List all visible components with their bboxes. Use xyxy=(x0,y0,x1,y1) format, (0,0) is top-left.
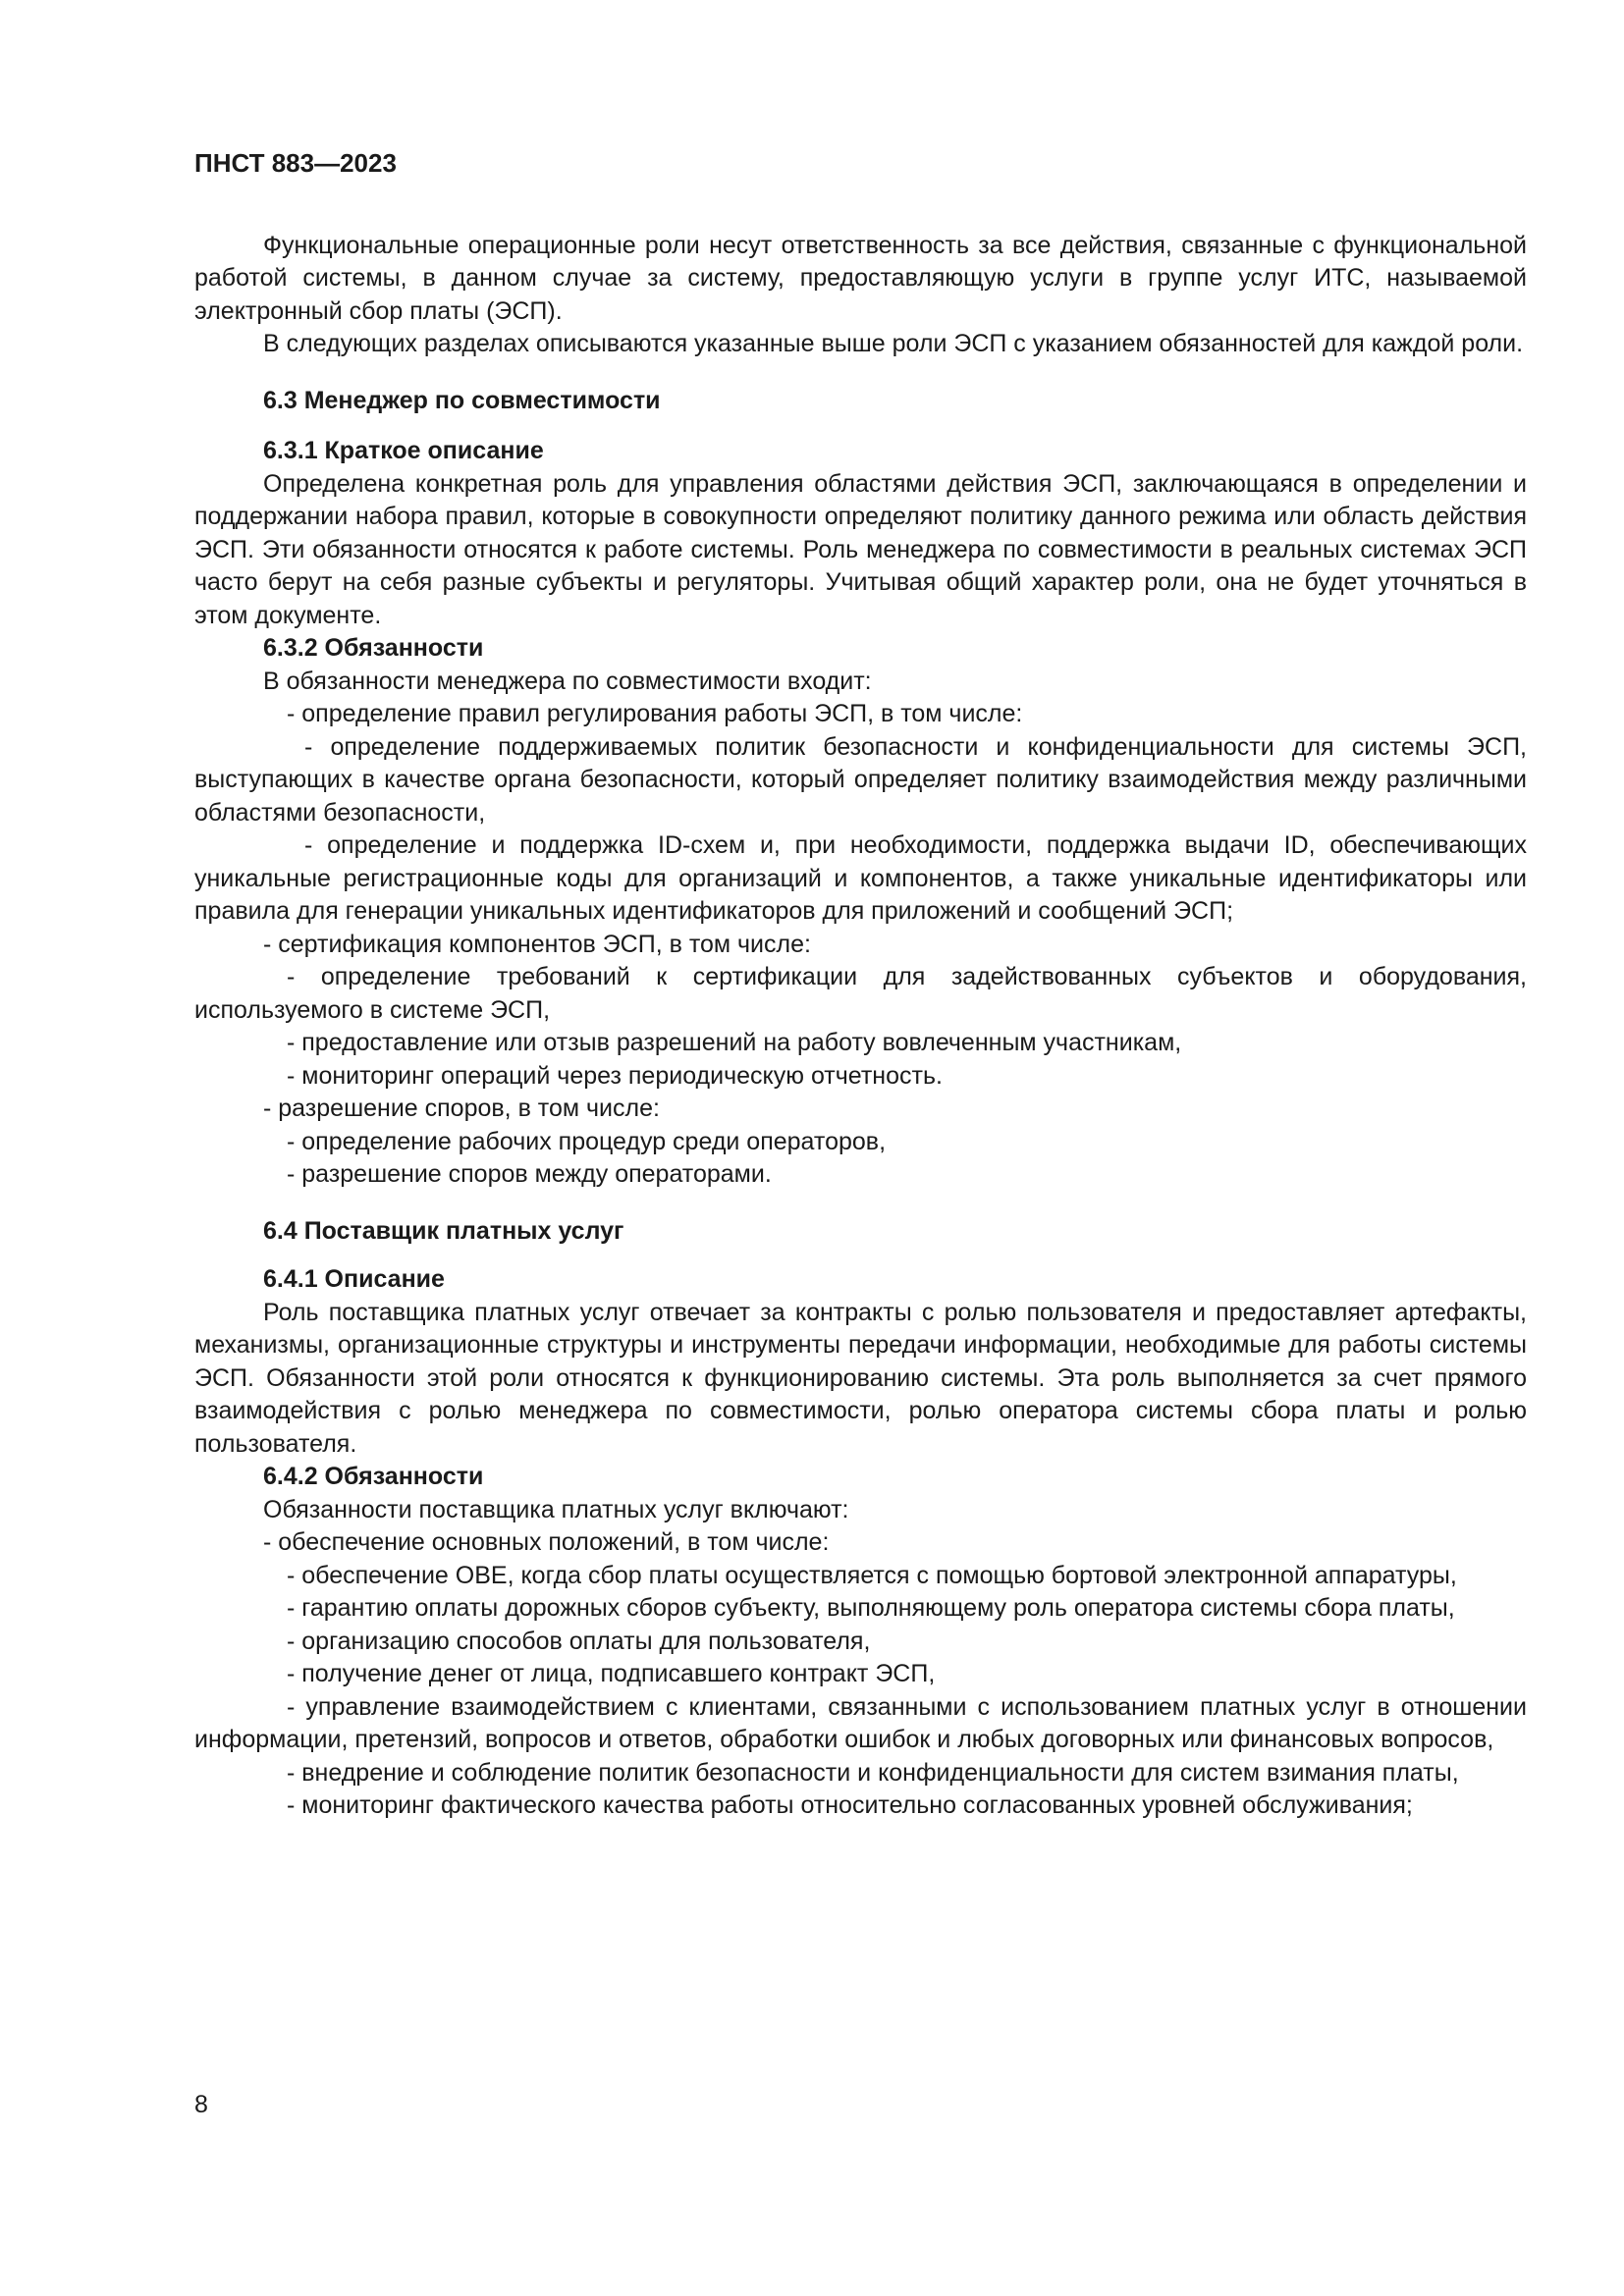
list-subitem: - предоставление или отзыв разрешений на работу вовлеченным участникам, xyxy=(287,1029,1182,1056)
subsection-heading-6-3-1: 6.3.1 Краткое описание xyxy=(263,437,544,464)
list-subitem: - обеспечение OBE, когда сбор платы осуществляется с помощью бортовой электронной аппаратуры, xyxy=(287,1561,1457,1589)
subsection-heading-6-4-1: 6.4.1 Описание xyxy=(263,1265,445,1293)
subsection-heading-6-4-2: 6.4.2 Обязанности xyxy=(263,1463,484,1490)
section-heading-6-4: 6.4 Поставщик платных услуг xyxy=(263,1216,624,1245)
list-subitem: - определение рабочих процедур среди операторов, xyxy=(287,1127,887,1155)
list-subitem: - гарантию оплаты дорожных сборов субъекту, выполняющему роль оператора системы сбора платы, xyxy=(287,1594,1455,1622)
list-item: - обеспечение основных положений, в том числе: xyxy=(263,1528,830,1556)
list-subitem: - определение и поддержка ID-схем и, при необходимости, поддержка выдачи ID, обеспечивающих уникальные регистрационные коды для организаций и компонентов, а также уникальные идентификаторы или правила для генерации уникальных идентификаторов для приложений и сообщений ЭСП; xyxy=(194,831,1527,925)
document-code: ПНСТ 883—2023 xyxy=(194,148,397,178)
list-subitem: - определение поддерживаемых политик безопасности и конфиденциальности для системы ЭСП, выступающих в качестве органа безопасности, который определяет политику взаимодействия между различными областями безопасности, xyxy=(194,732,1527,827)
list-subitem: - получение денег от лица, подписавшего контракт ЭСП, xyxy=(287,1660,936,1687)
subsection-heading-6-3-2: 6.3.2 Обязанности xyxy=(263,634,484,662)
paragraph: Функциональные операционные роли несут ответственность за все действия, связанные с функциональной работой системы, в данном случае за систему, предоставляющую услуги в группе услуг ИТС, называемой электронный сбор платы (ЭСП). xyxy=(194,231,1527,325)
list-subitem: - мониторинг операций через периодическую отчетность. xyxy=(287,1061,943,1090)
section-heading-6-3: 6.3 Менеджер по совместимости xyxy=(263,386,661,414)
paragraph: Роль поставщика платных услуг отвечает за контракты с ролью пользователя и предоставляет артефакты, механизмы, организационные структуры и инструменты передачи информации, необходимые для работы системы ЭСП. Обязанности этой роли относятся к функционированию системы. Эта роль выполняется за счет прямого взаимодействия с ролью менеджера по совместимости, ролью оператора системы сбора платы и ролью пользователя. xyxy=(194,1298,1527,1458)
paragraph: Обязанности поставщика платных услуг включают: xyxy=(263,1495,849,1523)
list-subitem: - внедрение и соблюдение политик безопасности и конфиденциальности для систем взимания платы, xyxy=(287,1758,1459,1787)
list-subitem: - определение требований к сертификации для задействованных субъектов и оборудования, используемого в системе ЭСП, xyxy=(194,963,1527,1024)
document-page xyxy=(194,147,1527,1823)
paragraph: В следующих разделах описываются указанные выше роли ЭСП с указанием обязанностей для каждой роли. xyxy=(263,330,1524,357)
paragraph: Определена конкретная роль для управления областями действия ЭСП, заключающаяся в определении и поддержании набора правил, которые в совокупности определяют политику данного режима или область действия ЭСП. Эти обязанности относятся к работе системы. Роль менеджера по совместимости в реальных системах ЭСП часто берут на себя разные субъекты и регуляторы. Учитывая общий характер роли, она не будет уточняться в этом документе. xyxy=(194,469,1527,629)
list-item: - сертификация компонентов ЭСП, в том числе: xyxy=(263,930,811,958)
list-subitem: - управление взаимодействием с клиентами, связанными с использованием платных услуг в отношении информации, претензий, вопросов и ответов, обработки ошибок и любых договорных или финансовых вопросов, xyxy=(194,1692,1527,1753)
page-number: 8 xyxy=(194,2091,208,2118)
list-item: - определение правил регулирования работы ЭСП, в том числе: xyxy=(287,700,1023,727)
list-subitem: - разрешение споров между операторами. xyxy=(287,1160,772,1188)
list-subitem: - мониторинг фактического качества работы относительно согласованных уровней обслуживания; xyxy=(287,1791,1413,1819)
list-subitem: - организацию способов оплаты для пользователя, xyxy=(287,1627,871,1655)
paragraph: В обязанности менеджера по совместимости входит: xyxy=(263,667,872,695)
list-item: - разрешение споров, в том числе: xyxy=(263,1095,660,1122)
